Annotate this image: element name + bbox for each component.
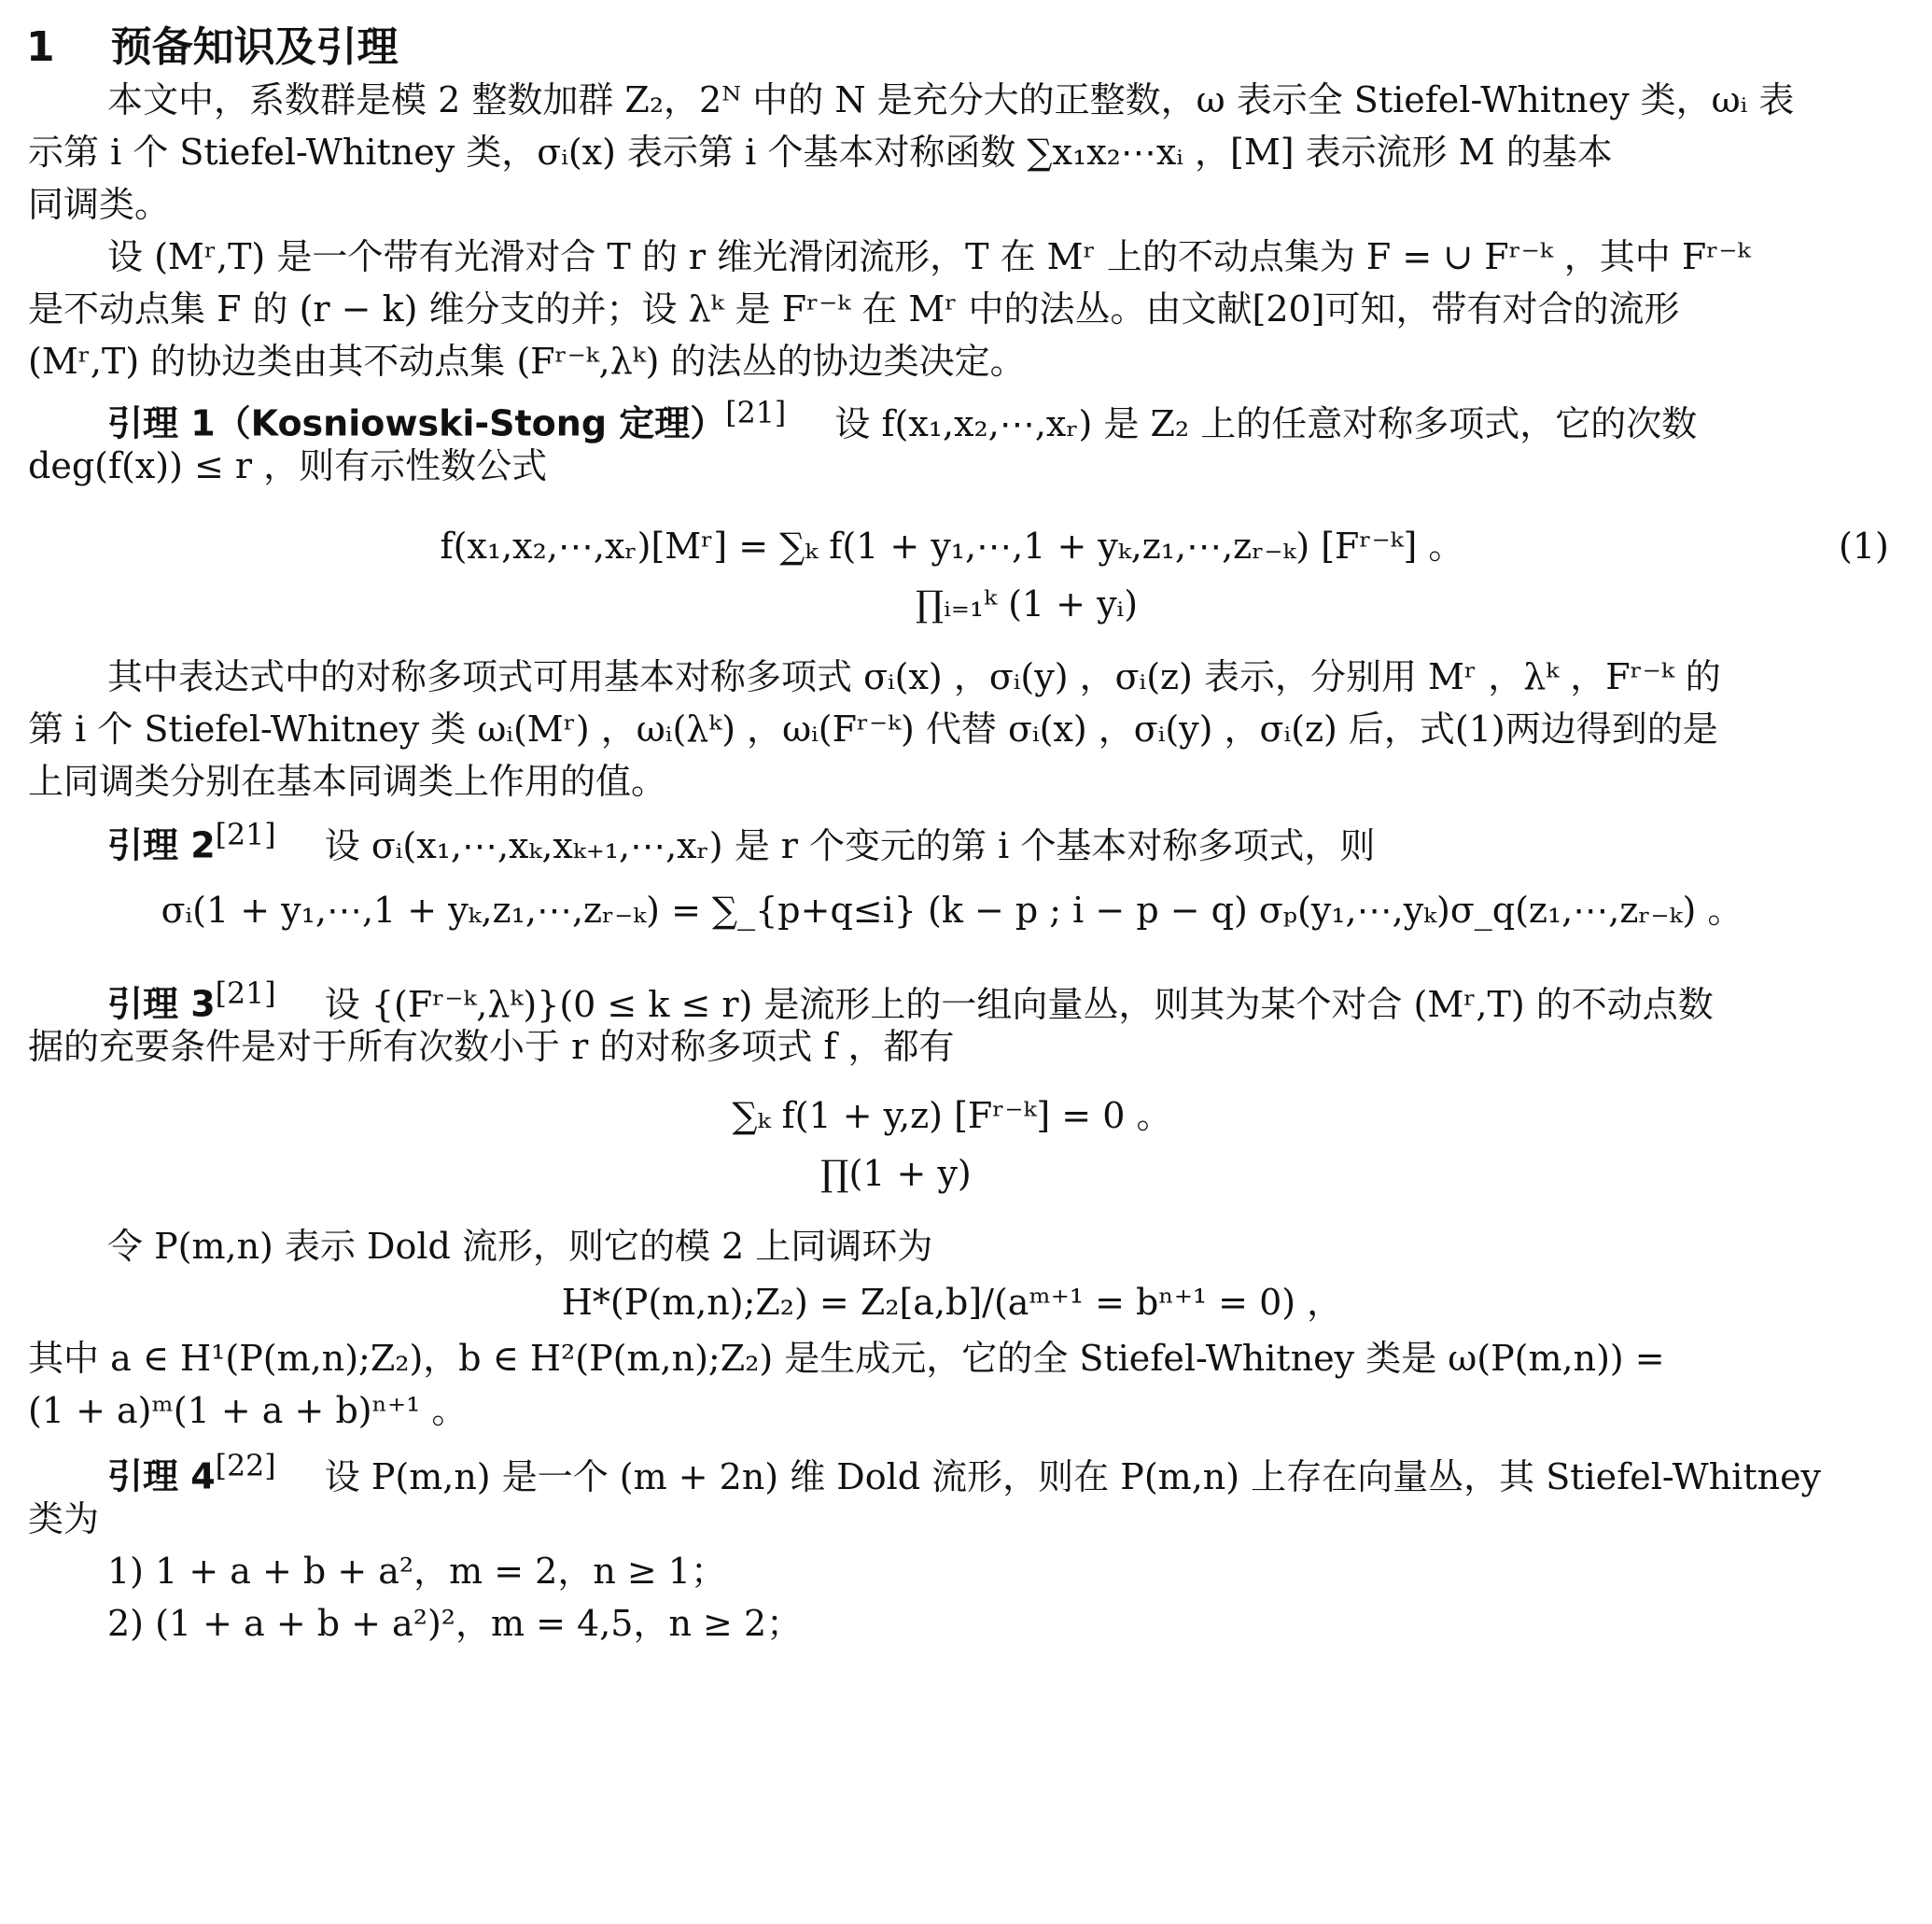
formula-3-numerator: ∑ₖ f(1 + y,z) [Fʳ⁻ᵏ] = 0 。 bbox=[732, 1095, 1172, 1136]
lemma-3 bbox=[107, 971, 1714, 1028]
lemma-2-text: 设 σᵢ(x₁,⋯,xₖ,xₖ₊₁,⋯,xᵣ) 是 r 个变元的第 i 个基本对称多项式，则 bbox=[324, 824, 1376, 866]
list-item: 2) (1 + a + b + a²)²，m = 4,5，n ≥ 2； bbox=[107, 1603, 803, 1644]
equation-number: (1) bbox=[1839, 526, 1889, 567]
section-title: 预备知识及引理 bbox=[110, 23, 399, 71]
lemma-2-ref: [21] bbox=[215, 819, 276, 852]
paragraph-line: (1 + a)ᵐ(1 + a + b)ⁿ⁺¹ 。 bbox=[28, 1390, 468, 1431]
paragraph-line: 设 (Mʳ,T) 是一个带有光滑对合 T 的 r 维光滑闭流形，T 在 Mʳ 上的不动点集为 F = ∪ Fʳ⁻ᵏ ，其中 Fʳ⁻ᵏ bbox=[107, 236, 1751, 277]
formula-2: σᵢ(1 + y₁,⋯,1 + yₖ,z₁,⋯,zᵣ₋ₖ) = ∑_{p+q≤i} (k − p ; i − p − q) σₚ(y₁,⋯,yₖ)σ_q(z₁,⋯,zᵣ₋ₖ) 。 bbox=[161, 890, 1743, 931]
paragraph-line: 同调类。 bbox=[28, 184, 171, 225]
lemma-2-label: 引理 2 bbox=[107, 824, 216, 866]
lemma-2 bbox=[107, 812, 1375, 869]
lemma-1-label: 引理 1（Kosniowski-Stong 定理） bbox=[107, 402, 726, 444]
paragraph-line: deg(f(x)) ≤ r ，则有示性数公式 bbox=[28, 445, 548, 486]
lemma-3-label: 引理 3 bbox=[107, 983, 216, 1025]
paragraph-line: 第 i 个 Stiefel-Whitney 类 ωᵢ(Mʳ) ，ωᵢ(λᵏ) ，ωᵢ(Fʳ⁻ᵏ) 代替 σᵢ(x) ，σᵢ(y) ，σᵢ(z) 后，式(1)两边得到的是 bbox=[28, 709, 1718, 750]
formula-cohomology: H*(P(m,n);Z₂) = Z₂[a,b]/(aᵐ⁺¹ = bⁿ⁺¹ = 0) ， bbox=[561, 1282, 1343, 1323]
paragraph-line: 据的充要条件是对于所有次数小于 r 的对称多项式 f ，都有 bbox=[28, 1026, 955, 1067]
paragraph-line: 其中表达式中的对称多项式可用基本对称多项式 σᵢ(x) ，σᵢ(y) ，σᵢ(z) 表示，分别用 Mʳ ，λᵏ ，Fʳ⁻ᵏ 的 bbox=[107, 656, 1721, 697]
lemma-4-label: 引理 4 bbox=[107, 1455, 216, 1497]
paragraph-line: (Mʳ,T) 的协边类由其不动点集 (Fʳ⁻ᵏ,λᵏ) 的法丛的协边类决定。 bbox=[28, 341, 1026, 382]
paragraph-line: 本文中，系数群是模 2 整数加群 Z₂，2ᴺ 中的 N 是充分大的正整数，ω 表示全 Stiefel-Whitney 类，ωᵢ 表 bbox=[107, 79, 1795, 120]
paragraph-line: 其中 a ∈ H¹(P(m,n);Z₂)，b ∈ H²(P(m,n);Z₂) 是生成元，它的全 Stiefel-Whitney 类是 ω(P(m,n)) = bbox=[28, 1338, 1665, 1379]
paragraph-line: 令 P(m,n) 表示 Dold 流形，则它的模 2 上同调环为 bbox=[107, 1226, 933, 1267]
paragraph-line: 是不动点集 F 的 (r − k) 维分支的并；设 λᵏ 是 Fʳ⁻ᵏ 在 Mʳ 中的法丛。由文献[20]可知，带有对合的流形 bbox=[28, 288, 1680, 330]
lemma-4-ref: [22] bbox=[215, 1450, 276, 1483]
paragraph-line: 示第 i 个 Stiefel-Whitney 类，σᵢ(x) 表示第 i 个基本对称函数 ∑x₁x₂⋯xᵢ ，[M] 表示流形 M 的基本 bbox=[28, 132, 1613, 173]
lemma-3-text: 设 {(Fʳ⁻ᵏ,λᵏ)}(0 ≤ k ≤ r) 是流形上的一组向量丛，则其为某个对合 (Mʳ,T) 的不动点数 bbox=[324, 983, 1714, 1025]
lemma-1-text: 设 f(x₁,x₂,⋯,xᵣ) 是 Z₂ 上的任意对称多项式，它的次数 bbox=[834, 402, 1698, 444]
list-item: 1) 1 + a + b + a²，m = 2，n ≥ 1； bbox=[107, 1551, 726, 1592]
lemma-4 bbox=[107, 1443, 1821, 1500]
section-number: 1 bbox=[26, 23, 55, 71]
paragraph-line: 上同调类分别在基本同调类上作用的值。 bbox=[28, 761, 667, 802]
lemma-1 bbox=[107, 390, 1697, 447]
lemma-4-text: 设 P(m,n) 是一个 (m + 2n) 维 Dold 流形，则在 P(m,n) 上存在向量丛，其 Stiefel-Whitney bbox=[324, 1455, 1822, 1497]
formula-1-numerator: f(x₁,x₂,⋯,xᵣ)[Mʳ] = ∑ₖ f(1 + y₁,⋯,1 + yₖ,z₁,⋯,zᵣ₋ₖ) [Fʳ⁻ᵏ] 。 bbox=[440, 526, 1464, 567]
formula-3-denominator: ∏(1 + y) bbox=[820, 1153, 972, 1194]
lemma-1-ref: [21] bbox=[725, 397, 787, 430]
formula-1-denominator: ∏ᵢ₌₁ᵏ (1 + yᵢ) bbox=[915, 583, 1139, 625]
lemma-3-ref: [21] bbox=[215, 977, 276, 1011]
section-heading bbox=[26, 13, 399, 73]
paragraph-line: 类为 bbox=[28, 1498, 100, 1539]
